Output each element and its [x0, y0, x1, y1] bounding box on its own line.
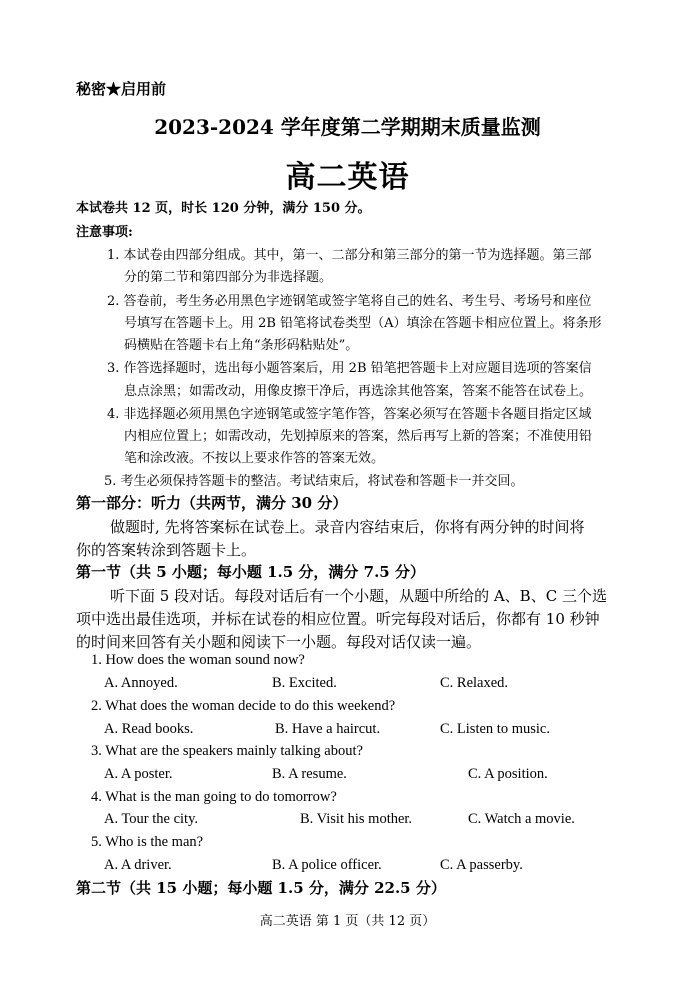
option-a: A. Tour the city.: [104, 811, 199, 827]
notice-line: 2. 答卷前，考生务必用黑色字迹钢笔或签字笔将自己的姓名、考生号、考场号和座位: [107, 294, 592, 309]
confidential-label: 秘密★启用前: [76, 80, 167, 98]
notice-line: 3. 作答选择题时，选出每小题答案后，用 2B 铅笔把答题卡上对应题目选项的答案信: [107, 361, 592, 376]
section1-intro-line: 的时间来回答有关小题和阅读下一小题。每段对话仅读一遍。: [76, 633, 482, 651]
notice-line: 分的第二节和第四部分为非选择题。: [124, 270, 333, 285]
option-a: A. A driver.: [104, 857, 172, 873]
notice-line: 码横贴在答题卡右上角“条形码粘贴处”。: [124, 338, 359, 353]
question-text: 2. What does the woman decide to do this weekend?: [91, 698, 396, 714]
option-b: B. Visit his mother.: [300, 811, 413, 827]
part1-intro-line: 做题时, 先将答案标在试卷上。录音内容结束后，你将有两分钟的时间将: [110, 518, 585, 536]
notice-heading: 注意事项:: [76, 225, 133, 240]
option-b: B. A police officer.: [272, 857, 382, 873]
option-a: A. A poster.: [104, 766, 173, 782]
question-text: 5. Who is the man?: [91, 834, 204, 850]
notice-line: 号填写在答题卡上。用 2B 铅笔将试卷类型（A）填涂在答题卡相应位置上。将条形: [124, 316, 602, 331]
subject-title: 高二英语: [285, 160, 410, 195]
section1-intro-line: 项中选出最佳选项，并标在试卷的相应位置。听完每段对话后，你都有 10 秒钟: [76, 610, 600, 628]
section1-intro-line: 听下面 5 段对话。每段对话后有一个小题，从题中所给的 A、B、C 三个选: [110, 587, 607, 605]
section2-heading: 第二节（共 15 小题；每小题 1.5 分，满分 22.5 分）: [76, 879, 446, 897]
notice-line: 1. 本试卷由四部分组成。其中，第一、二部分和第三部分的第一节为选择题。第三部: [107, 248, 592, 263]
notice-line: 4. 非选择题必须用黑色字迹钢笔或签字笔作答，答案必须写在答题卡各题目指定区域: [107, 407, 592, 422]
option-b: B. Excited.: [272, 675, 337, 691]
page-footer: 高二英语 第 1 页（共 12 页）: [259, 914, 436, 929]
option-a: A. Annoyed.: [104, 675, 178, 691]
option-a: A. Read books.: [104, 721, 194, 737]
part1-intro-line: 你的答案转涂到答题卡上。: [76, 541, 257, 559]
notice-line: 笔和涂改液。不按以上要求作答的答案无效。: [124, 451, 385, 466]
exam-meta: 本试卷共 12 页，时长 120 分钟，满分 150 分。: [76, 201, 371, 216]
option-c: C. Listen to music.: [440, 721, 550, 737]
question-text: 1. How does the woman sound now?: [91, 652, 305, 668]
part1-heading: 第一部分：听力（共两节，满分 30 分）: [76, 494, 348, 512]
notice-line: 息点涂黑；如需改动，用像皮擦干净后，再选涂其他答案，答案不能答在试卷上。: [124, 384, 593, 399]
option-c: C. Watch a movie.: [468, 811, 575, 827]
option-b: B. Have a haircut.: [275, 721, 381, 737]
option-b: B. A resume.: [272, 766, 347, 782]
question-text: 3. What are the speakers mainly talking about?: [91, 743, 363, 759]
notice-line: 内相应位置上；如需改动，先划掉原来的答案，然后再写上新的答案；不准使用铅: [124, 429, 593, 444]
option-c: C. A position.: [468, 766, 548, 782]
section1-heading: 第一节（共 5 小题；每小题 1.5 分，满分 7.5 分）: [76, 563, 425, 581]
option-c: C. Relaxed.: [440, 675, 509, 691]
question-text: 4. What is the man going to do tomorrow?: [91, 789, 337, 805]
notice-line: 5. 考生必须保持答题卡的整洁。考试结束后，将试卷和答题卡一并交回。: [104, 474, 524, 489]
exam-title: 2023-2024 学年度第二学期期末质量监测: [154, 115, 541, 139]
option-c: C. A passerby.: [440, 857, 523, 873]
